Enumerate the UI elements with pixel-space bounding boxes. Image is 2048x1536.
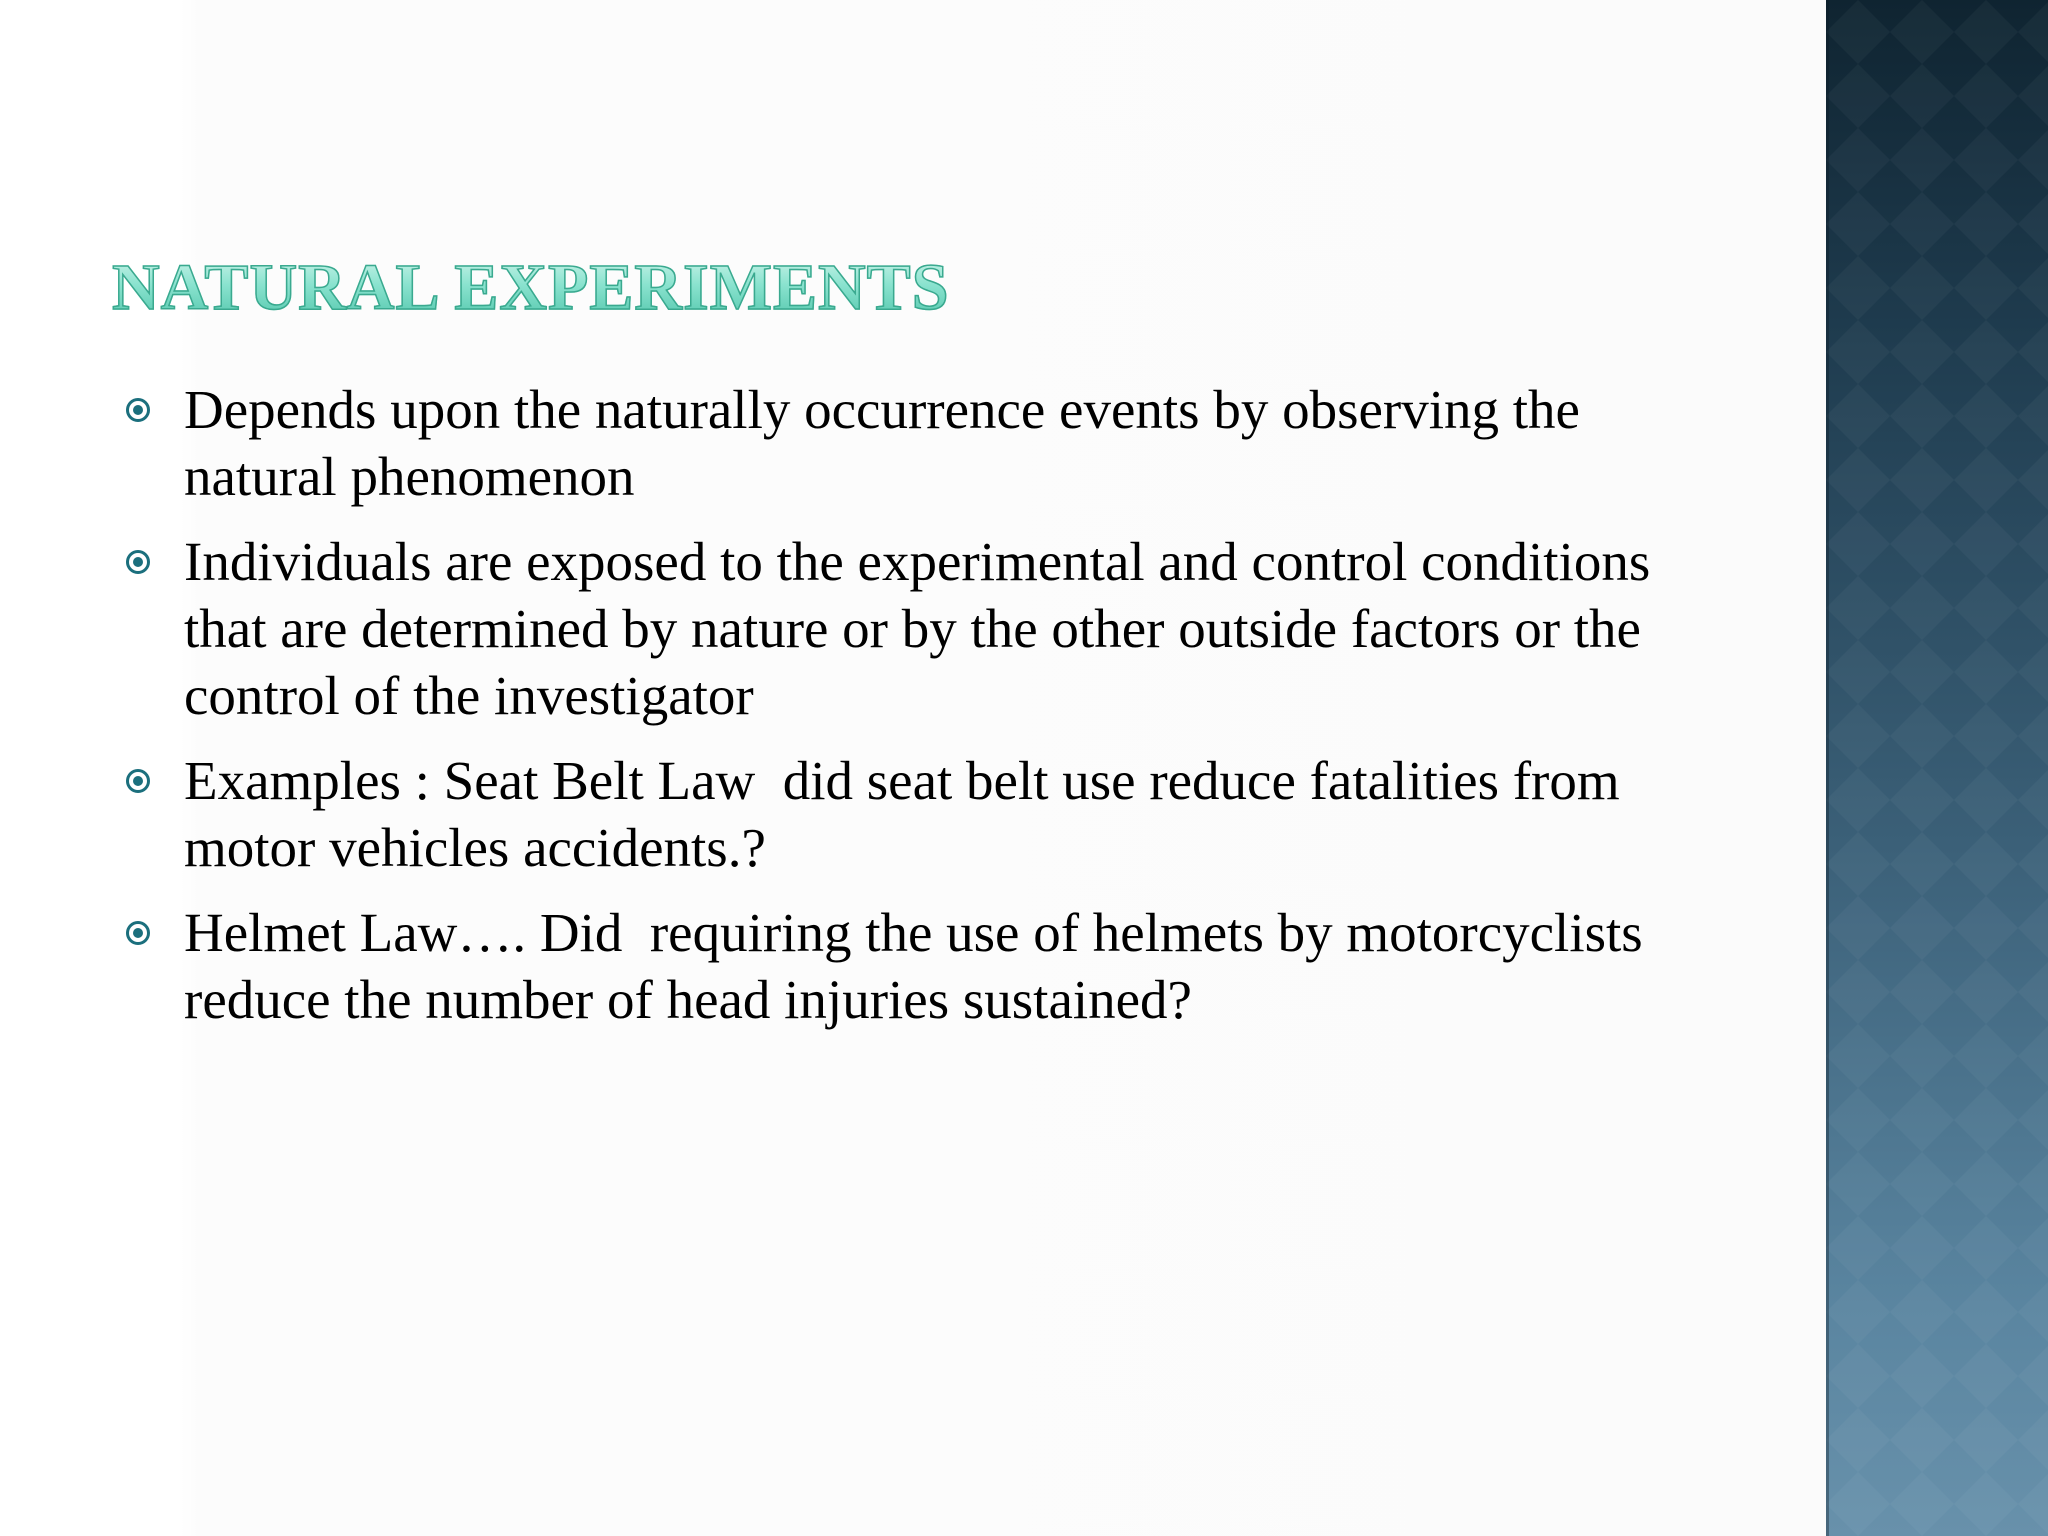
side-band-pattern (1826, 0, 2048, 1536)
bullet-text: Helmet Law…. Did requiring the use of helmets by motorcyclists reduce the number of head injuries sustained? (184, 902, 1657, 1030)
slide-title: NATURAL EXPERIMENTS (112, 251, 950, 324)
circled-dot-bullet-icon (126, 921, 150, 945)
circled-dot-bullet-icon (126, 398, 150, 422)
bullet-item (124, 528, 1724, 729)
bullet-text: Individuals are exposed to the experimental and control conditions that are determined by nature or by the other outside factors or the control of the investigator (184, 531, 1665, 726)
bullet-item (124, 899, 1724, 1033)
decorative-side-band (1826, 0, 2048, 1536)
bullet-text: Examples : Seat Belt Law did seat belt use reduce fatalities from motor vehicles accidents.? (184, 750, 1634, 878)
bullet-item (124, 747, 1724, 881)
bullet-list (124, 376, 1724, 1051)
circled-dot-bullet-icon (126, 769, 150, 793)
bullet-item (124, 376, 1724, 510)
bullet-text: Depends upon the naturally occurrence events by observing the natural phenomenon (184, 379, 1594, 507)
circled-dot-bullet-icon (126, 550, 150, 574)
